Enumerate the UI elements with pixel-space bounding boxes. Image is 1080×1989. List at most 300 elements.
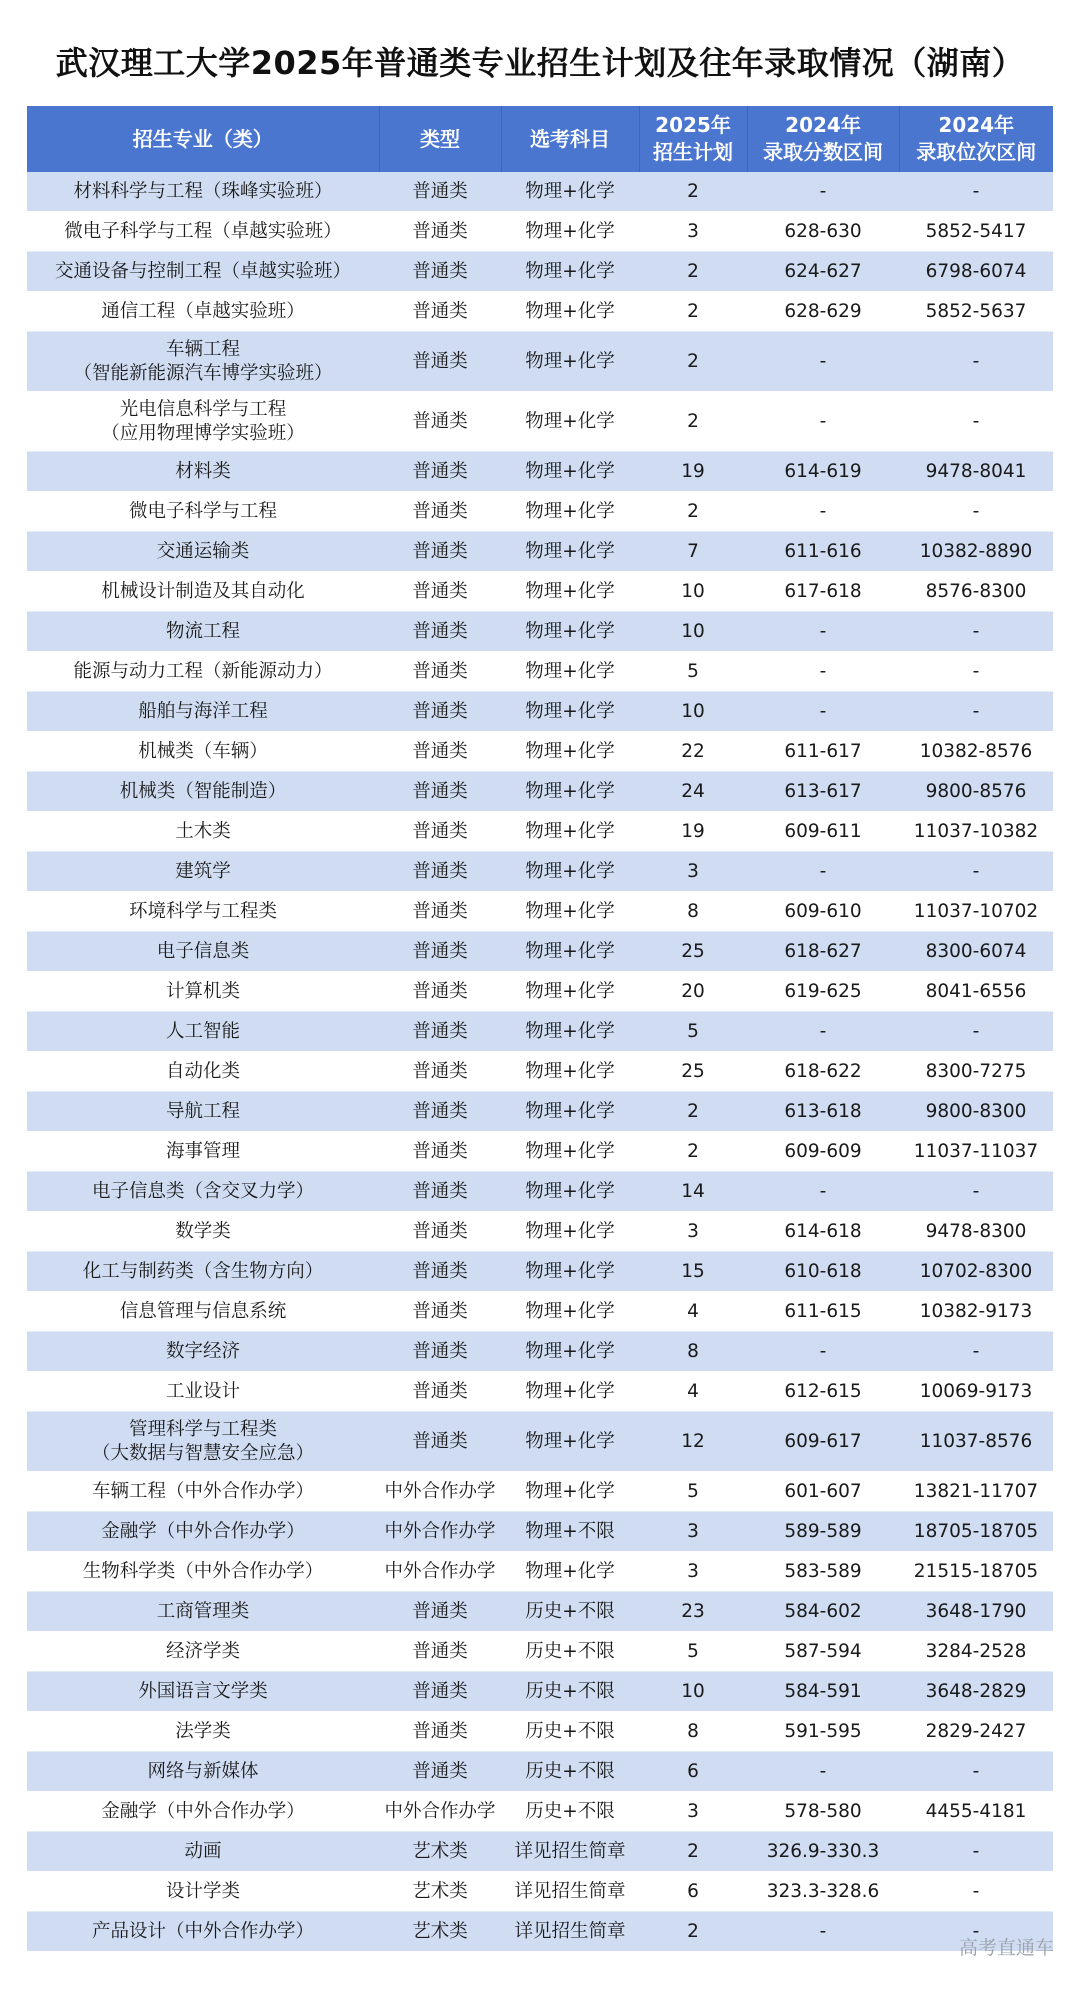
cell-major bbox=[27, 1292, 379, 1332]
cell-type: 普通类 bbox=[379, 1372, 501, 1412]
cell-plan: 10 bbox=[639, 1672, 747, 1712]
table-row bbox=[27, 172, 1053, 212]
cell-score: - bbox=[747, 1912, 899, 1952]
cell-plan: 6 bbox=[639, 1752, 747, 1792]
cell-subjects: 物理+化学 bbox=[501, 1412, 639, 1472]
major-name-line: 光电信息科学与工程 bbox=[119, 398, 287, 420]
cell-major bbox=[27, 1252, 379, 1292]
cell-subjects: 物理+化学 bbox=[501, 1012, 639, 1052]
major-name-line: 土木类 bbox=[175, 820, 231, 842]
cell-major bbox=[27, 1632, 379, 1672]
major-name-line: 人工智能 bbox=[165, 1020, 240, 1042]
table-row bbox=[27, 812, 1053, 852]
cell-plan: 24 bbox=[639, 772, 747, 812]
cell-score: 611-616 bbox=[747, 532, 899, 572]
cell-rank: - bbox=[899, 692, 1053, 732]
table-row bbox=[27, 932, 1053, 972]
cell-plan: 5 bbox=[639, 652, 747, 692]
cell-subjects: 详见招生简章 bbox=[501, 1832, 639, 1872]
major-name-line: 能源与动力工程（新能源动力） bbox=[73, 660, 333, 682]
cell-subjects: 物理+化学 bbox=[501, 972, 639, 1012]
cell-major bbox=[27, 292, 379, 332]
cell-major bbox=[27, 1752, 379, 1792]
cell-subjects: 物理+化学 bbox=[501, 1172, 639, 1212]
cell-type: 普通类 bbox=[379, 932, 501, 972]
column-header-line: 招生专业（类） bbox=[132, 126, 273, 151]
cell-plan: 12 bbox=[639, 1412, 747, 1472]
cell-plan: 5 bbox=[639, 1472, 747, 1512]
cell-type: 普通类 bbox=[379, 1092, 501, 1132]
cell-score: 609-609 bbox=[747, 1132, 899, 1172]
cell-plan: 7 bbox=[639, 532, 747, 572]
cell-subjects: 详见招生简章 bbox=[501, 1872, 639, 1912]
cell-subjects: 物理+化学 bbox=[501, 1092, 639, 1132]
cell-major bbox=[27, 1512, 379, 1552]
table-row bbox=[27, 1792, 1053, 1832]
cell-score: 610-618 bbox=[747, 1252, 899, 1292]
cell-plan: 8 bbox=[639, 1332, 747, 1372]
cell-type: 普通类 bbox=[379, 572, 501, 612]
cell-plan: 2 bbox=[639, 1832, 747, 1872]
cell-subjects: 物理+化学 bbox=[501, 1052, 639, 1092]
table-row bbox=[27, 1472, 1053, 1512]
cell-plan: 3 bbox=[639, 1512, 747, 1552]
table-row bbox=[27, 612, 1053, 652]
cell-major bbox=[27, 1472, 379, 1512]
cell-plan: 25 bbox=[639, 1052, 747, 1092]
column-header-line: 2024年 bbox=[938, 113, 1015, 137]
cell-score: - bbox=[747, 1012, 899, 1052]
major-name-line: 车辆工程（中外合作办学） bbox=[91, 1480, 314, 1502]
major-name-line: 交通运输类 bbox=[156, 540, 250, 562]
table-row bbox=[27, 292, 1053, 332]
cell-rank: - bbox=[899, 1012, 1053, 1052]
cell-major bbox=[27, 1212, 379, 1252]
cell-score: 326.9-330.3 bbox=[747, 1832, 899, 1872]
cell-rank: 6798-6074 bbox=[899, 252, 1053, 292]
cell-type: 中外合作办学 bbox=[379, 1472, 501, 1512]
cell-plan: 8 bbox=[639, 1712, 747, 1752]
cell-score: - bbox=[747, 1172, 899, 1212]
cell-score: 323.3-328.6 bbox=[747, 1872, 899, 1912]
cell-type: 普通类 bbox=[379, 812, 501, 852]
cell-score: 601-607 bbox=[747, 1472, 899, 1512]
cell-rank: 3648-1790 bbox=[899, 1592, 1053, 1632]
cell-major bbox=[27, 1092, 379, 1132]
cell-type: 普通类 bbox=[379, 1672, 501, 1712]
table-row bbox=[27, 1632, 1053, 1672]
table-row bbox=[27, 772, 1053, 812]
cell-rank: 10382-8890 bbox=[899, 532, 1053, 572]
table-row bbox=[27, 892, 1053, 932]
cell-type: 普通类 bbox=[379, 332, 501, 392]
table-row bbox=[27, 1872, 1053, 1912]
column-header-line: 2024年 bbox=[785, 113, 861, 137]
admissions-table bbox=[27, 106, 1053, 1952]
cell-subjects: 物理+化学 bbox=[501, 772, 639, 812]
cell-plan: 10 bbox=[639, 612, 747, 652]
cell-plan: 2 bbox=[639, 332, 747, 392]
cell-type: 普通类 bbox=[379, 392, 501, 452]
cell-rank: 5852-5417 bbox=[899, 212, 1053, 252]
major-name-line: 工业设计 bbox=[165, 1380, 240, 1402]
table-row bbox=[27, 1252, 1053, 1292]
major-name-line: 材料科学与工程（珠峰实验班） bbox=[73, 180, 333, 202]
cell-rank: 18705-18705 bbox=[899, 1512, 1053, 1552]
cell-score: 584-591 bbox=[747, 1672, 899, 1712]
cell-type: 艺术类 bbox=[379, 1832, 501, 1872]
major-name-line: 化工与制药类（含生物方向） bbox=[82, 1260, 324, 1282]
cell-plan: 20 bbox=[639, 972, 747, 1012]
cell-rank: - bbox=[899, 1332, 1053, 1372]
cell-major bbox=[27, 1712, 379, 1752]
watermark-text: 高考直通车 bbox=[958, 1937, 1054, 1959]
major-name-line: 管理科学与工程类 bbox=[128, 1418, 277, 1440]
cell-plan: 3 bbox=[639, 1792, 747, 1832]
cell-type: 普通类 bbox=[379, 732, 501, 772]
cell-subjects: 历史+不限 bbox=[501, 1632, 639, 1672]
cell-rank: - bbox=[899, 1172, 1053, 1212]
table-row bbox=[27, 332, 1053, 392]
cell-score: 618-622 bbox=[747, 1052, 899, 1092]
cell-score: 578-580 bbox=[747, 1792, 899, 1832]
table-row bbox=[27, 852, 1053, 892]
cell-major bbox=[27, 812, 379, 852]
cell-rank: 10702-8300 bbox=[899, 1252, 1053, 1292]
major-name-line: 计算机类 bbox=[165, 980, 240, 1002]
cell-plan: 23 bbox=[639, 1592, 747, 1632]
cell-type: 普通类 bbox=[379, 452, 501, 492]
table-row bbox=[27, 1132, 1053, 1172]
major-name-line: （应用物理博学实验班） bbox=[101, 422, 305, 444]
cell-subjects: 物理+化学 bbox=[501, 612, 639, 652]
major-name-line: 数学类 bbox=[175, 1220, 231, 1242]
cell-major bbox=[27, 732, 379, 772]
cell-score: - bbox=[747, 392, 899, 452]
cell-subjects: 历史+不限 bbox=[501, 1592, 639, 1632]
cell-major bbox=[27, 1872, 379, 1912]
major-name-line: 微电子科学与工程（卓越实验班） bbox=[64, 220, 342, 242]
major-name-line: 建筑学 bbox=[175, 860, 231, 882]
major-name-line: 船舶与海洋工程 bbox=[138, 700, 268, 722]
cell-subjects: 物理+化学 bbox=[501, 172, 639, 212]
cell-major bbox=[27, 892, 379, 932]
table-row bbox=[27, 652, 1053, 692]
cell-rank: 9800-8300 bbox=[899, 1092, 1053, 1132]
cell-plan: 3 bbox=[639, 1552, 747, 1592]
cell-plan: 2 bbox=[639, 1912, 747, 1952]
cell-rank: 5852-5637 bbox=[899, 292, 1053, 332]
major-name-line: 设计学类 bbox=[165, 1880, 240, 1902]
cell-score: 628-630 bbox=[747, 212, 899, 252]
cell-plan: 19 bbox=[639, 812, 747, 852]
cell-type: 普通类 bbox=[379, 1052, 501, 1092]
cell-plan: 19 bbox=[639, 452, 747, 492]
cell-plan: 4 bbox=[639, 1372, 747, 1412]
cell-subjects: 物理+化学 bbox=[501, 692, 639, 732]
cell-type: 普通类 bbox=[379, 292, 501, 332]
cell-type: 普通类 bbox=[379, 852, 501, 892]
cell-rank: 8300-6074 bbox=[899, 932, 1053, 972]
cell-subjects: 物理+化学 bbox=[501, 1552, 639, 1592]
cell-rank: 11037-10702 bbox=[899, 892, 1053, 932]
cell-subjects: 详见招生简章 bbox=[501, 1912, 639, 1952]
cell-subjects: 物理+化学 bbox=[501, 332, 639, 392]
table-row bbox=[27, 1332, 1053, 1372]
table-row bbox=[27, 972, 1053, 1012]
cell-major bbox=[27, 1172, 379, 1212]
cell-rank: - bbox=[899, 852, 1053, 892]
cell-major bbox=[27, 692, 379, 732]
table-row bbox=[27, 1552, 1053, 1592]
major-name-line: 车辆工程 bbox=[165, 338, 240, 360]
table-row bbox=[27, 1212, 1053, 1252]
major-name-line: 交通设备与控制工程（卓越实验班） bbox=[54, 260, 351, 282]
cell-type: 普通类 bbox=[379, 652, 501, 692]
cell-rank: - bbox=[899, 1832, 1053, 1872]
cell-score: - bbox=[747, 652, 899, 692]
cell-major bbox=[27, 972, 379, 1012]
major-name-line: 生物科学类（中外合作办学） bbox=[82, 1560, 324, 1582]
major-name-line: 导航工程 bbox=[165, 1100, 240, 1122]
cell-subjects: 物理+化学 bbox=[501, 1212, 639, 1252]
cell-type: 普通类 bbox=[379, 252, 501, 292]
cell-major bbox=[27, 1832, 379, 1872]
cell-score: - bbox=[747, 852, 899, 892]
table-row bbox=[27, 252, 1053, 292]
cell-rank: 8041-6556 bbox=[899, 972, 1053, 1012]
cell-subjects: 物理+化学 bbox=[501, 852, 639, 892]
column-header-line: 招生计划 bbox=[653, 140, 733, 164]
cell-major bbox=[27, 1592, 379, 1632]
cell-plan: 2 bbox=[639, 1092, 747, 1132]
cell-score: 591-595 bbox=[747, 1712, 899, 1752]
cell-plan: 2 bbox=[639, 392, 747, 452]
cell-major bbox=[27, 1412, 379, 1472]
cell-type: 普通类 bbox=[379, 892, 501, 932]
cell-type: 普通类 bbox=[379, 532, 501, 572]
cell-rank: 11037-10382 bbox=[899, 812, 1053, 852]
cell-plan: 2 bbox=[639, 172, 747, 212]
cell-type: 普通类 bbox=[379, 1292, 501, 1332]
cell-score: 628-629 bbox=[747, 292, 899, 332]
cell-rank: 10382-9173 bbox=[899, 1292, 1053, 1332]
table-row bbox=[27, 1752, 1053, 1792]
major-name-line: 海事管理 bbox=[165, 1140, 240, 1162]
cell-score: 609-617 bbox=[747, 1412, 899, 1472]
major-name-line: 金融学（中外合作办学） bbox=[101, 1520, 305, 1542]
cell-score: 583-589 bbox=[747, 1552, 899, 1592]
cell-plan: 10 bbox=[639, 692, 747, 732]
cell-score: 584-602 bbox=[747, 1592, 899, 1632]
cell-plan: 2 bbox=[639, 492, 747, 532]
cell-major bbox=[27, 1332, 379, 1372]
cell-subjects: 物理+化学 bbox=[501, 1372, 639, 1412]
cell-major bbox=[27, 212, 379, 252]
cell-subjects: 物理+不限 bbox=[501, 1512, 639, 1552]
cell-type: 普通类 bbox=[379, 612, 501, 652]
major-name-line: 经济学类 bbox=[165, 1640, 240, 1662]
cell-major bbox=[27, 252, 379, 292]
table-row bbox=[27, 1672, 1053, 1712]
major-name-line: 数字经济 bbox=[165, 1340, 240, 1362]
cell-rank: - bbox=[899, 1752, 1053, 1792]
cell-major bbox=[27, 172, 379, 212]
cell-subjects: 物理+化学 bbox=[501, 492, 639, 532]
major-name-line: 工商管理类 bbox=[156, 1600, 250, 1622]
cell-rank: - bbox=[899, 392, 1053, 452]
major-name-line: 微电子科学与工程 bbox=[128, 500, 277, 522]
cell-major bbox=[27, 1552, 379, 1592]
cell-subjects: 历史+不限 bbox=[501, 1792, 639, 1832]
major-name-line: 机械类（智能制造） bbox=[119, 780, 287, 802]
cell-score: 609-610 bbox=[747, 892, 899, 932]
cell-score: - bbox=[747, 332, 899, 392]
cell-score: - bbox=[747, 172, 899, 212]
cell-rank: - bbox=[899, 1912, 1053, 1952]
cell-score: 613-618 bbox=[747, 1092, 899, 1132]
cell-rank: - bbox=[899, 652, 1053, 692]
cell-score: - bbox=[747, 492, 899, 532]
cell-major bbox=[27, 772, 379, 812]
cell-plan: 8 bbox=[639, 892, 747, 932]
cell-major bbox=[27, 572, 379, 612]
cell-major bbox=[27, 1372, 379, 1412]
table-row bbox=[27, 1712, 1053, 1752]
cell-rank: 2829-2427 bbox=[899, 1712, 1053, 1752]
cell-subjects: 物理+化学 bbox=[501, 292, 639, 332]
cell-major bbox=[27, 1912, 379, 1952]
cell-score: 617-618 bbox=[747, 572, 899, 612]
cell-plan: 4 bbox=[639, 1292, 747, 1332]
major-name-line: （大数据与智慧安全应急） bbox=[91, 1442, 314, 1464]
column-header-score bbox=[747, 106, 899, 172]
cell-plan: 3 bbox=[639, 852, 747, 892]
cell-subjects: 物理+化学 bbox=[501, 452, 639, 492]
major-name-line: 机械类（车辆） bbox=[138, 740, 268, 762]
table-row bbox=[27, 452, 1053, 492]
cell-plan: 5 bbox=[639, 1632, 747, 1672]
cell-major bbox=[27, 1012, 379, 1052]
table-row bbox=[27, 1292, 1053, 1332]
cell-subjects: 物理+化学 bbox=[501, 732, 639, 772]
cell-plan: 3 bbox=[639, 212, 747, 252]
cell-score: 614-618 bbox=[747, 1212, 899, 1252]
table-row bbox=[27, 1592, 1053, 1632]
major-name-line: 产品设计（中外合作办学） bbox=[91, 1920, 314, 1942]
table-row bbox=[27, 732, 1053, 772]
cell-score: - bbox=[747, 692, 899, 732]
column-header-line: 录取位次区间 bbox=[916, 140, 1037, 164]
cell-rank: 10069-9173 bbox=[899, 1372, 1053, 1412]
cell-score: - bbox=[747, 1752, 899, 1792]
table-row bbox=[27, 212, 1053, 252]
cell-major bbox=[27, 1792, 379, 1832]
cell-subjects: 物理+化学 bbox=[501, 812, 639, 852]
cell-type: 普通类 bbox=[379, 692, 501, 732]
cell-score: - bbox=[747, 612, 899, 652]
table-row bbox=[27, 1172, 1053, 1212]
cell-major bbox=[27, 612, 379, 652]
cell-rank: 9478-8041 bbox=[899, 452, 1053, 492]
cell-type: 普通类 bbox=[379, 1712, 501, 1752]
cell-rank: 4455-4181 bbox=[899, 1792, 1053, 1832]
cell-subjects: 历史+不限 bbox=[501, 1712, 639, 1752]
cell-rank: - bbox=[899, 1872, 1053, 1912]
cell-type: 普通类 bbox=[379, 972, 501, 1012]
cell-subjects: 物理+化学 bbox=[501, 212, 639, 252]
cell-score: 613-617 bbox=[747, 772, 899, 812]
table-row bbox=[27, 532, 1053, 572]
cell-type: 普通类 bbox=[379, 1252, 501, 1292]
column-header-type bbox=[379, 106, 501, 172]
cell-plan: 2 bbox=[639, 1132, 747, 1172]
cell-plan: 14 bbox=[639, 1172, 747, 1212]
table-row bbox=[27, 572, 1053, 612]
cell-rank: 9800-8576 bbox=[899, 772, 1053, 812]
cell-major bbox=[27, 852, 379, 892]
column-header-plan bbox=[639, 106, 747, 172]
cell-type: 中外合作办学 bbox=[379, 1512, 501, 1552]
cell-score: 609-611 bbox=[747, 812, 899, 852]
major-name-line: 金融学（中外合作办学） bbox=[101, 1800, 305, 1822]
cell-subjects: 物理+化学 bbox=[501, 1132, 639, 1172]
cell-subjects: 物理+化学 bbox=[501, 1292, 639, 1332]
cell-type: 普通类 bbox=[379, 172, 501, 212]
cell-major bbox=[27, 932, 379, 972]
cell-type: 普通类 bbox=[379, 492, 501, 532]
cell-rank: 11037-8576 bbox=[899, 1412, 1053, 1472]
cell-score: 624-627 bbox=[747, 252, 899, 292]
cell-plan: 2 bbox=[639, 292, 747, 332]
cell-subjects: 物理+化学 bbox=[501, 392, 639, 452]
major-name-line: 机械设计制造及其自动化 bbox=[101, 580, 305, 602]
column-header-line: 2025年 bbox=[655, 113, 731, 137]
cell-type: 普通类 bbox=[379, 212, 501, 252]
cell-major bbox=[27, 652, 379, 692]
cell-rank: 13821-11707 bbox=[899, 1472, 1053, 1512]
table-row bbox=[27, 692, 1053, 732]
cell-type: 普通类 bbox=[379, 1632, 501, 1672]
major-name-line: 法学类 bbox=[175, 1720, 231, 1742]
table-header-row bbox=[27, 106, 1053, 172]
cell-rank: 3284-2528 bbox=[899, 1632, 1053, 1672]
cell-subjects: 物理+化学 bbox=[501, 572, 639, 612]
cell-type: 普通类 bbox=[379, 1212, 501, 1252]
column-header-major bbox=[27, 106, 379, 172]
column-header-line: 录取分数区间 bbox=[763, 140, 883, 164]
major-name-line: 网络与新媒体 bbox=[147, 1760, 259, 1782]
cell-subjects: 物理+化学 bbox=[501, 532, 639, 572]
major-name-line: 信息管理与信息系统 bbox=[119, 1300, 287, 1322]
cell-subjects: 物理+化学 bbox=[501, 892, 639, 932]
cell-subjects: 物理+化学 bbox=[501, 932, 639, 972]
cell-score: 619-625 bbox=[747, 972, 899, 1012]
table-row bbox=[27, 1512, 1053, 1552]
table-row bbox=[27, 1052, 1053, 1092]
cell-plan: 15 bbox=[639, 1252, 747, 1292]
cell-type: 艺术类 bbox=[379, 1912, 501, 1952]
cell-rank: 8300-7275 bbox=[899, 1052, 1053, 1092]
cell-type: 普通类 bbox=[379, 1332, 501, 1372]
cell-type: 中外合作办学 bbox=[379, 1552, 501, 1592]
table-row bbox=[27, 1412, 1053, 1472]
cell-score: 611-615 bbox=[747, 1292, 899, 1332]
cell-rank: - bbox=[899, 612, 1053, 652]
major-name-line: 电子信息类 bbox=[156, 940, 250, 962]
cell-rank: - bbox=[899, 172, 1053, 212]
cell-score: 614-619 bbox=[747, 452, 899, 492]
